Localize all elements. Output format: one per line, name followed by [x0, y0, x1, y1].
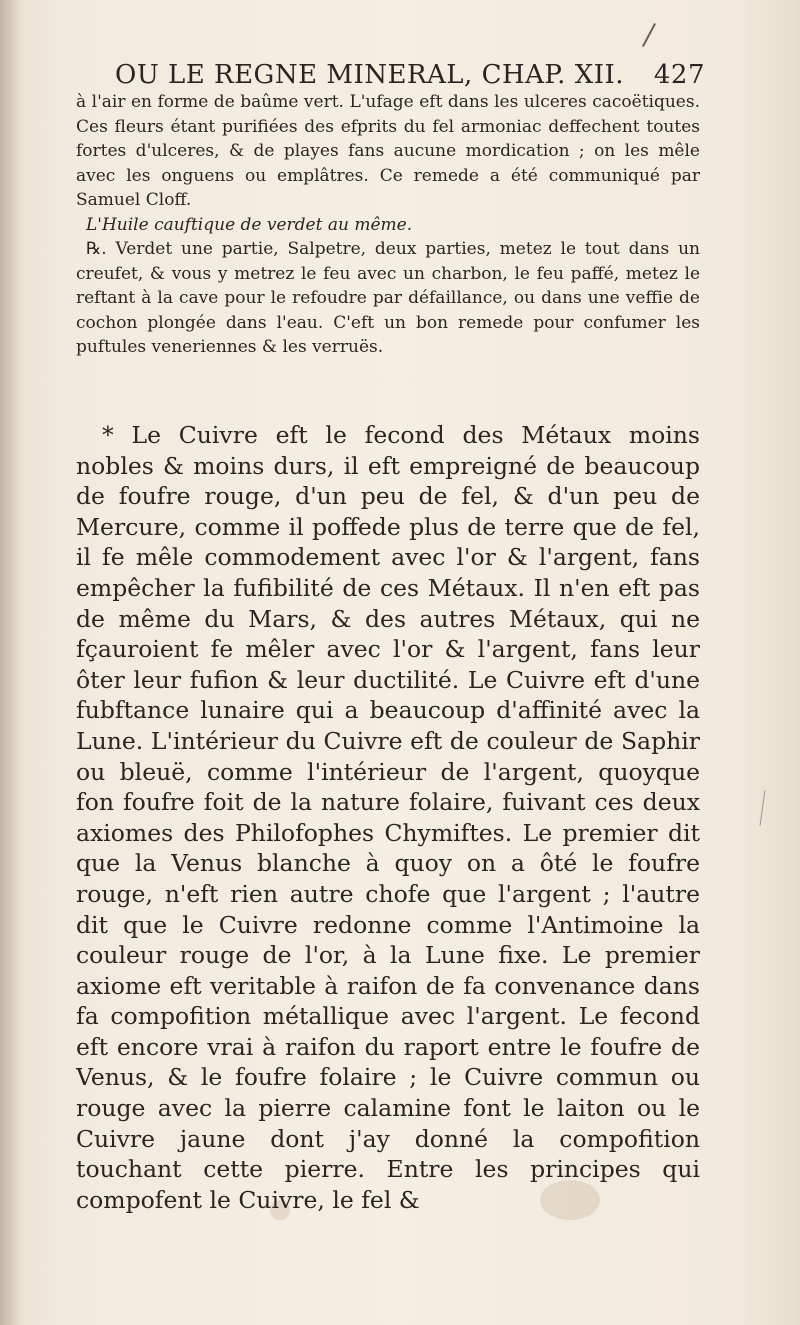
ink-mark	[642, 23, 656, 47]
running-title: OU LE REGNE MINERAL, CHAP. XII.	[115, 60, 625, 90]
note-heading: L'Huile cauftique de verdet au même.	[86, 214, 413, 235]
main-text	[76, 420, 700, 1215]
ink-mark	[759, 790, 765, 826]
note-section	[76, 90, 700, 360]
main-paragraph: * Le Cuivre eft le fecond des Métaux moins nobles & moins durs, il eft empreigné de beaucoup de foufre rouge, d'un peu de fel, & d'un peu de Mercure, comme il poffede plus de terre que de fel, il fe mêle commodement avec l'or & l'argent, fans empêcher la fufibilité de ces Métaux. Il n'en eft pas de même du Mars, & des autres Métaux, qui ne fçauroient fe mêler avec l'or & l'argent, fans leur ôter leur fufion & leur ductilité. Le Cuivre eft d'une fubftance lunaire qui a beaucoup d'affinité avec la Lune. L'intérieur du Cuivre eft de couleur de Saphir ou bleuë, comme l'intérieur de l'argent, quoyque fon foufre foit de la nature folaire, fuivant ces deux axiomes des Philofophes Chymiftes. Le premier dit que la Venus blanche à quoy on a ôté le foufre rouge, n'eft rien autre chofe que l'argent ; l'autre dit que le Cuivre redonne comme l'Antimoine la couleur rouge de l'or, à la Lune fixe. Le premier axiome eft veritable à raifon de fa convenance dans fa compofition métallique avec l'argent. Le fecond eft encore vrai à raifon du raport entre le foufre de Venus, & le foufre folaire ; le Cuivre commun ou rouge avec la pierre calamine font le laiton ou le Cuivre jaune dont j'ay donné la compofition touchant cette pierre. Entre les principes qui compofent le Cuivre, le fel &	[76, 421, 700, 1214]
note-paragraph: ℞. Verdet une partie, Salpetre, deux parties, metez le tout dans un creufet, & vous y metrez le feu avec un charbon, le feu paffé, metez le reftant à la cave pour le refoudre par défaillance, ou dans une veffie de cochon plongée dans l'eau. C'eft un bon remede pour confumer les puftules veneriennes & les verruës.	[76, 239, 700, 357]
page-number: 427	[653, 60, 705, 90]
note-paragraph: à l'air en forme de baûme vert. L'ufage eft dans les ulceres cacoëtiques. Ces fleurs étant purifiées des efprits du fel armoniac deffechent toutes fortes d'ulceres, & de playes fans aucune mordication ; on les mêle avec les onguens ou emplâtres. Ce remede a été communiqué par Samuel Cloff.	[76, 92, 700, 210]
spine-shadow	[0, 0, 22, 1325]
